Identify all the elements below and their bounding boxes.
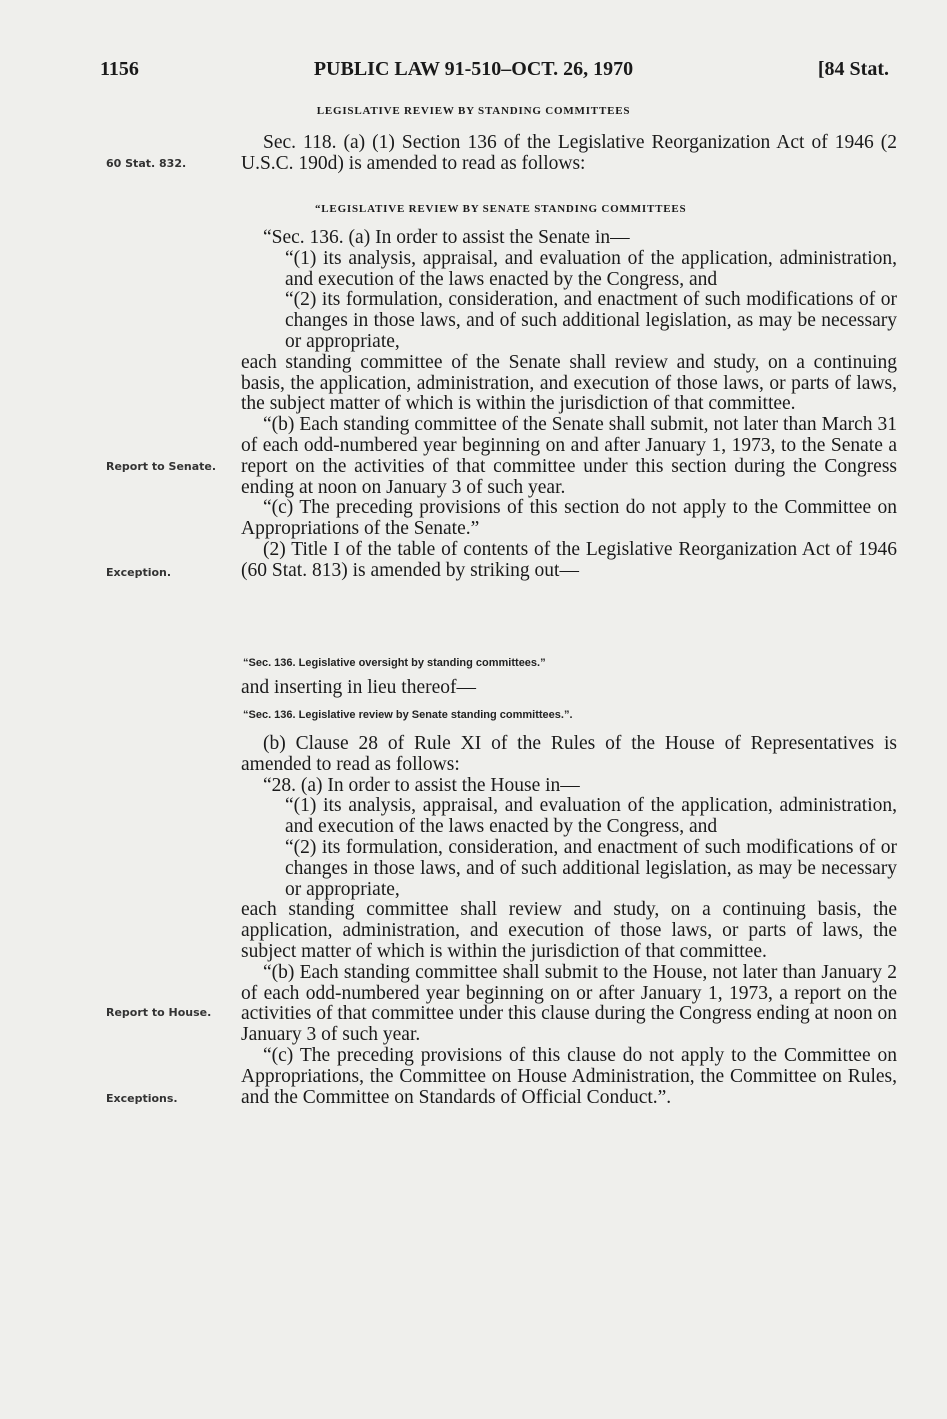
senate-section-136 xyxy=(241,228,897,582)
house-b: “(b) Each standing committee shall submit to the House, not later than January 2 of each odd-numbered year beginning on or after January 1, 1973, a report on the activities of that committee under this clause during the Congress ending at noon on January 3 of such year. xyxy=(241,961,897,1046)
senate-b: “(b) Each standing committee of the Senate shall submit, not later than March 31 of each odd-numbered year beginning on and after January 1, 1973, to the Senate a report on the activities of that committee under this section during the Congress ending at noon on January 3 of such year. xyxy=(241,414,897,498)
margin-note-report-house: Report to House. xyxy=(106,1006,212,1019)
strike-line: “Sec. 136. Legislative oversight by standing committees.” xyxy=(243,657,546,669)
senate-a1: “(1) its analysis, appraisal, and evaluation of the application, administration, and execution of the laws enacted by the Congress, and xyxy=(285,247,897,290)
sec118-intro xyxy=(241,133,897,175)
senate-c: “(c) The preceding provisions of this section do not apply to the Committee on Appropriations of the Senate.” xyxy=(241,497,897,540)
running-header xyxy=(0,58,947,88)
sec118-paragraph: Sec. 118. (a) (1) Section 136 of the Legislative Reorganization Act of 1946 (2 U.S.C. 190d) is amended to read as follows: xyxy=(241,132,897,174)
house-a2: “(2) its formulation, consideration, and enactment of such modifications of or changes in those laws, and of such additional legislation, as may be necessary or appropriate, xyxy=(285,836,897,900)
senate-a2: “(2) its formulation, consideration, and enactment of such modifications of or changes in those laws, and of such additional legislation, as may be necessary or appropriate, xyxy=(285,289,897,352)
margin-note-stat-ref: 60 Stat. 832. xyxy=(106,157,187,170)
page-number: 1156 xyxy=(100,58,139,80)
house-28a: “28. (a) In order to assist the House in— xyxy=(263,774,580,796)
senate-each: each standing committee of the Senate shall review and study, on a continuing basis, the application, administration, and execution of those laws, or parts of laws, the subject matter of which is within the jurisdiction of that committee. xyxy=(241,351,897,415)
statute-reference: [84 Stat. xyxy=(817,58,889,80)
house-each: each standing committee shall review and study, on a continuing basis, the application, administration, and execution of those laws, or parts of laws, the subject matter of which is within the jurisdiction of that committee. xyxy=(241,899,897,962)
margin-note-report-senate: Report to Senate. xyxy=(106,460,217,473)
insert-line: “Sec. 136. Legislative review by Senate standing committees.”. xyxy=(243,709,573,721)
page-title: PUBLIC LAW 91-510–OCT. 26, 1970 xyxy=(313,58,634,80)
senate-subheading: “LEGISLATIVE REVIEW BY SENATE STANDING COMMITTEES xyxy=(315,203,687,215)
margin-note-exception: Exception. xyxy=(106,566,172,579)
title-i-amendment: (2) Title I of the table of contents of the Legislative Reorganization Act of 1946 (60 Stat. 813) is amended by striking out— xyxy=(241,538,897,581)
section-heading: LEGISLATIVE REVIEW BY STANDING COMMITTEES xyxy=(316,105,631,117)
house-a1: “(1) its analysis, appraisal, and evaluation of the application, administration, and execution of the laws enacted by the Congress, and xyxy=(285,795,897,838)
insert-intro-block xyxy=(241,678,897,699)
house-rule-xi xyxy=(241,734,897,1108)
house-b-intro: (b) Clause 28 of Rule XI of the Rules of the House of Representatives is amended to read as follows: xyxy=(241,733,897,775)
house-c: “(c) The preceding provisions of this clause do not apply to the Committee on Appropriations, the Committee on House Administration, the Committee on Rules, and the Committee on Standards of Official Conduct.”. xyxy=(241,1044,897,1108)
margin-note-exceptions: Exceptions. xyxy=(106,1092,178,1105)
insert-intro: and inserting in lieu thereof— xyxy=(241,677,477,698)
sec136-a: “Sec. 136. (a) In order to assist the Senate in— xyxy=(263,227,630,248)
